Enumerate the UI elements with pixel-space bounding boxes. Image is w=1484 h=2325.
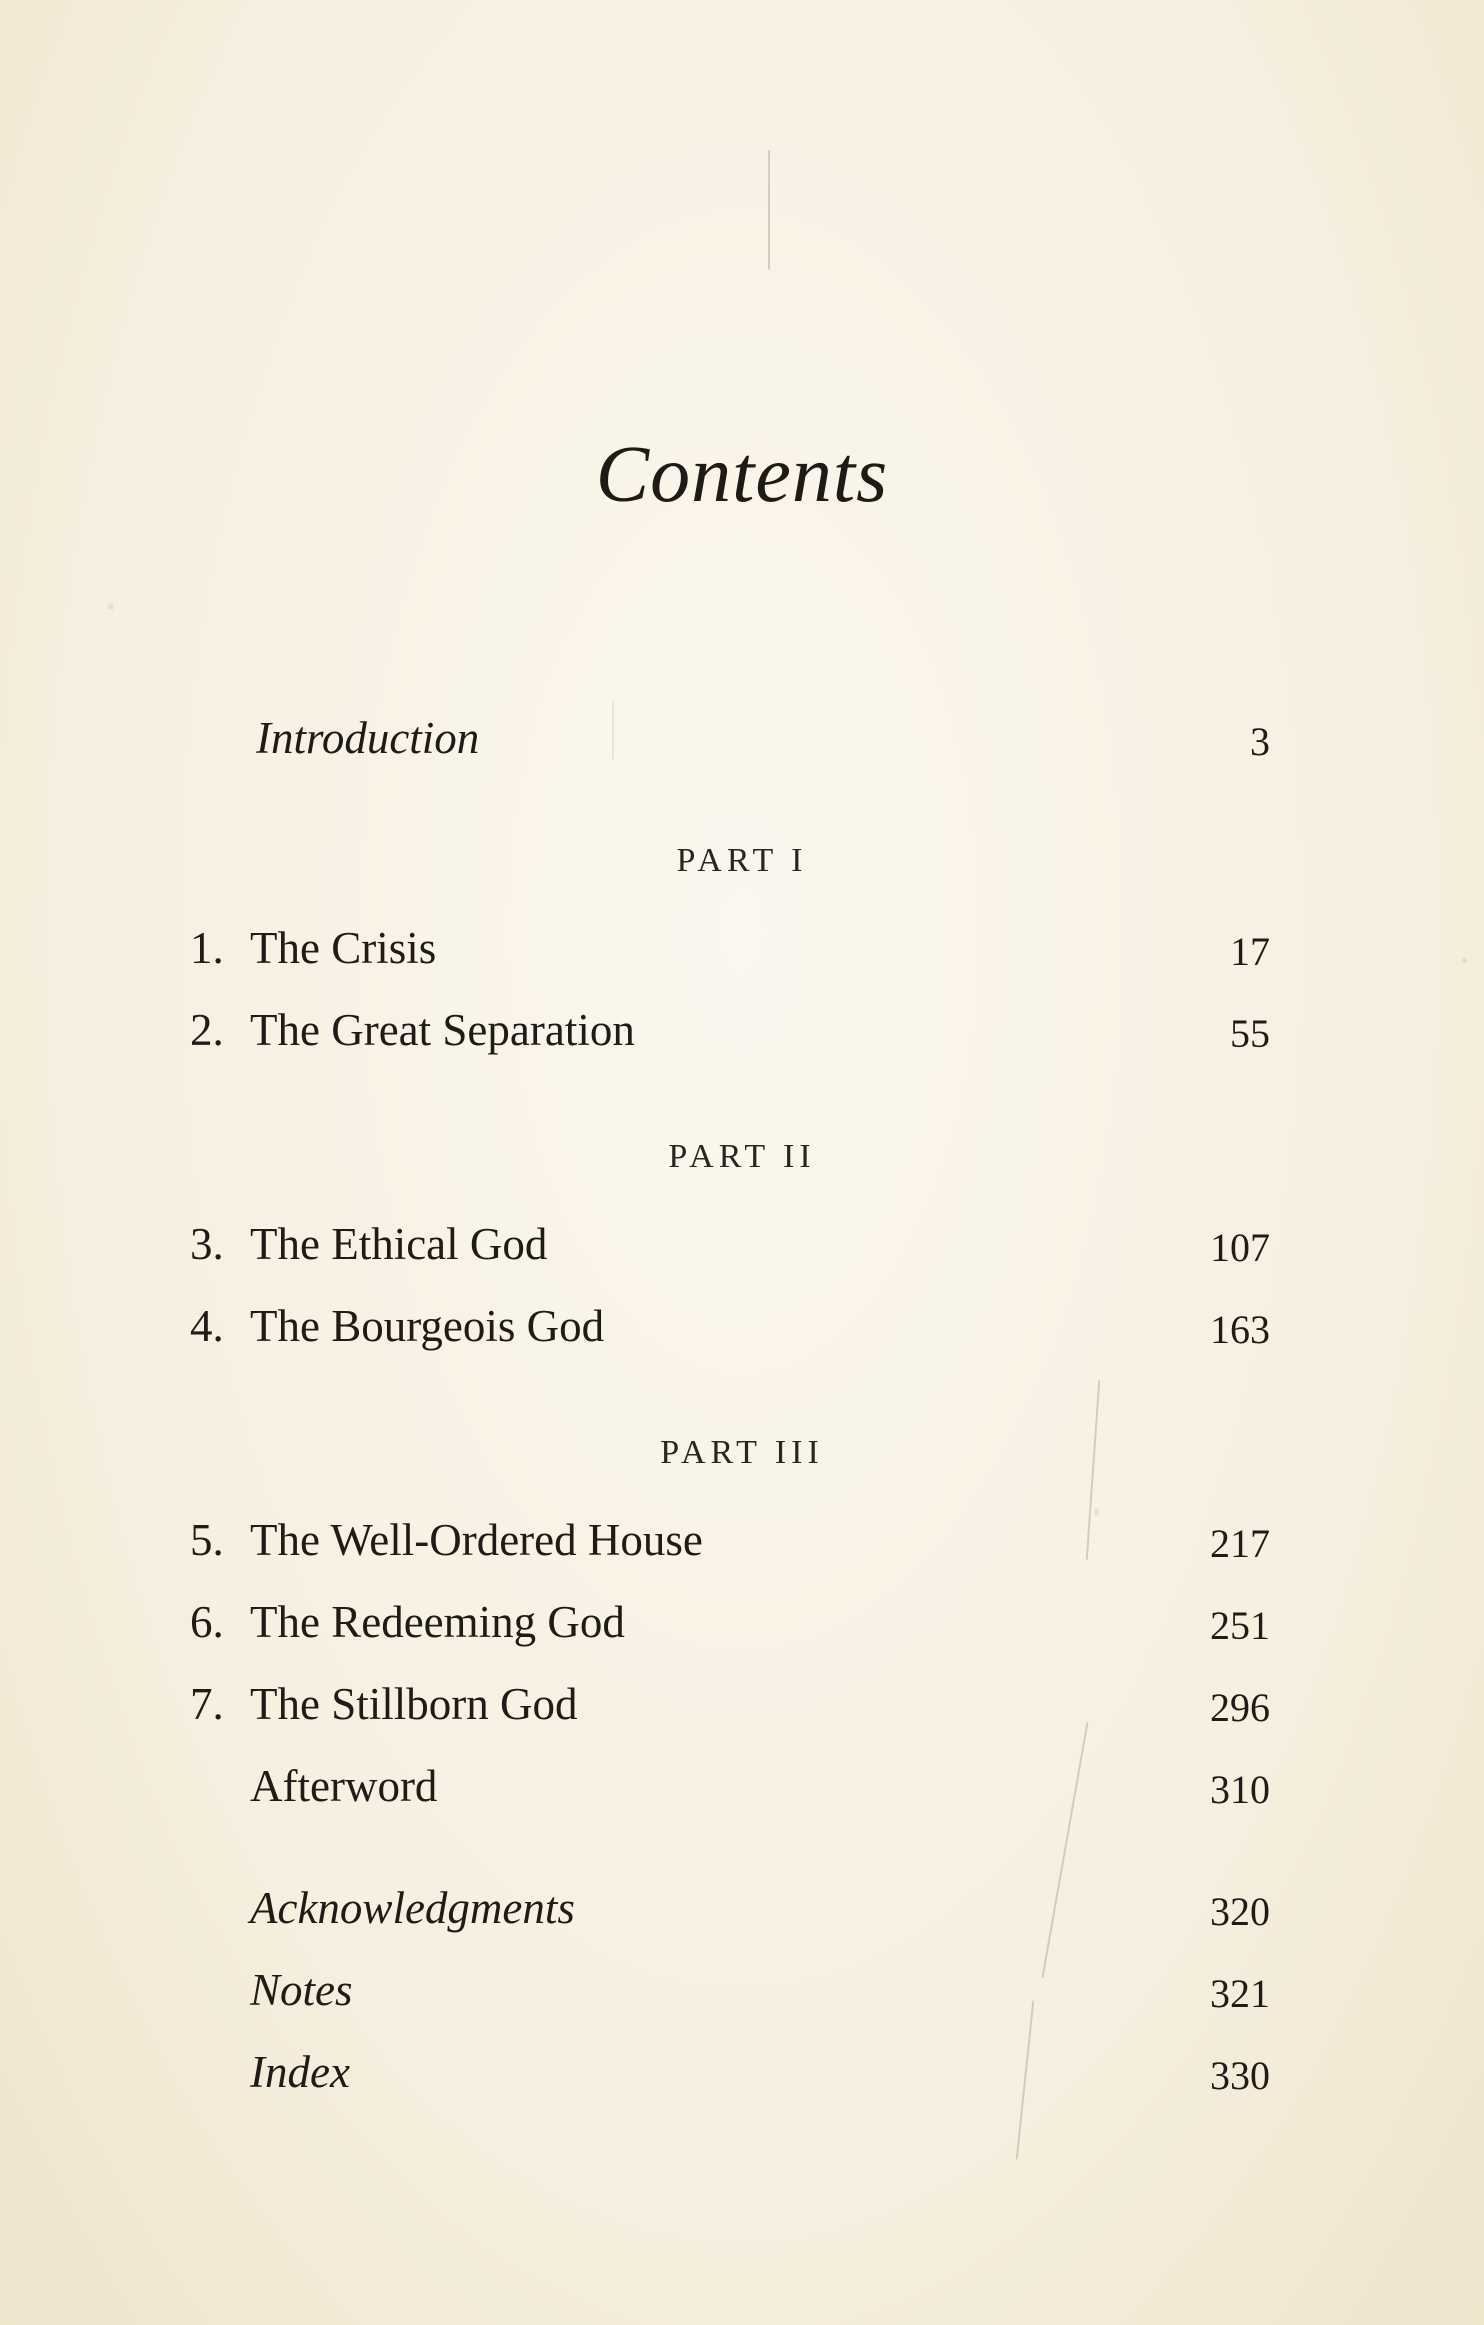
toc-entry-label: Introduction [256, 713, 480, 763]
toc-entry-chapter [190, 1514, 1270, 1574]
toc-entry-label: The Stillborn God [250, 1679, 578, 1729]
toc-entry-chapter [190, 922, 1270, 982]
toc-entry-notes [190, 1964, 1270, 2024]
toc-entry-page: 163 [1210, 1307, 1270, 1352]
part-heading: PART I [676, 842, 808, 879]
toc-entry-label: Afterword [250, 1761, 438, 1811]
toc-entry-label: The Ethical God [250, 1219, 548, 1269]
toc-entry-label: Index [250, 2047, 350, 2097]
toc-entry-chapter [190, 1596, 1270, 1656]
toc-entry-number: 5. [190, 1515, 224, 1565]
paper-smudge [1462, 958, 1467, 963]
toc-entry-page: 320 [1210, 1889, 1270, 1934]
toc-entry-label: The Great Separation [250, 1005, 635, 1055]
toc-entry-number: 4. [190, 1301, 224, 1351]
toc-entry-number: 3. [190, 1219, 224, 1269]
toc-entry-acknowledgments [190, 1882, 1270, 1942]
toc-entry-number: 2. [190, 1005, 224, 1055]
toc-entry-introduction [190, 712, 1270, 772]
toc-entry-number: 6. [190, 1597, 224, 1647]
part-heading: PART II [668, 1138, 816, 1175]
toc-entry-label: The Crisis [250, 923, 437, 973]
toc-entry-page: 310 [1210, 1767, 1270, 1812]
toc-entry-page: 217 [1210, 1521, 1270, 1566]
paper-crease [768, 150, 770, 270]
toc-entry-chapter [190, 1218, 1270, 1278]
toc-entry-label: Acknowledgments [250, 1883, 575, 1933]
toc-entry-number: 1. [190, 923, 224, 973]
toc-entry-chapter [190, 1300, 1270, 1360]
toc-entry-page: 55 [1230, 1011, 1270, 1056]
page-title: Contents [595, 431, 889, 519]
toc-entry-page: 3 [1250, 719, 1270, 764]
toc-entry-chapter [190, 1004, 1270, 1064]
toc-entry-page: 107 [1210, 1225, 1270, 1270]
toc-entry-page: 251 [1210, 1603, 1270, 1648]
part-heading: PART III [660, 1434, 824, 1471]
toc-entry-page: 321 [1210, 1971, 1270, 2016]
toc-entry-label: The Well-Ordered House [250, 1515, 703, 1565]
toc-entry-page: 17 [1230, 929, 1270, 974]
paper-smudge [108, 604, 114, 610]
toc-entry-index [190, 2046, 1270, 2106]
toc-entry-label: Notes [250, 1965, 353, 2015]
toc-entry-page: 296 [1210, 1685, 1270, 1730]
toc-entry-page: 330 [1210, 2053, 1270, 2098]
toc-entry-label: The Bourgeois God [250, 1301, 605, 1351]
toc-entry-label: The Redeeming God [250, 1597, 625, 1647]
toc-entry-number: 7. [190, 1679, 224, 1729]
toc-entry-chapter [190, 1678, 1270, 1738]
toc-entry-afterword [190, 1760, 1270, 1820]
